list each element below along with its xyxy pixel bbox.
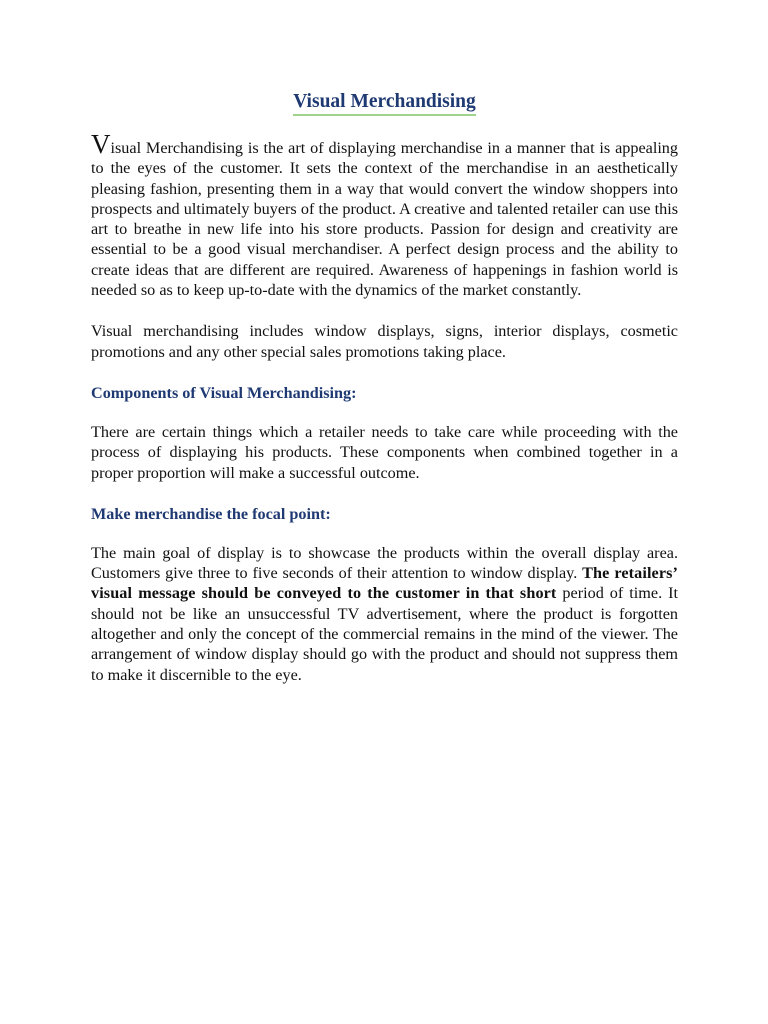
document-title-text: Visual Merchandising [293,90,476,116]
focal-point-text-after: period of time. It should not be like an unsuccessful TV advertisement, where the product is forgotten altogether and only the concept of the commercial remains in the mind of the viewer. The arrangement of window display should go with the product and should not suppress them to make it discernible to the eye. [91,584,679,684]
components-paragraph: There are certain things which a retailer needs to take care while proceeding with the process of displaying his products. These components when combined together in a proper proportion will make a successful outcome. [91,422,678,482]
focal-point-heading: Make merchandise the focal point: [91,504,331,523]
intro-paragraph-text: isual Merchandising is the art of displaying merchandise in a manner that is appealing to the eyes of the customer. It sets the context of the merchandise in an aesthetically pleasing fashion, presenting them in a way that would convert the window shoppers into prospects and ultimately buyers of the product. A creative and talented retailer can use this art to breathe in new life into his store products. Passion for design and creativity are essential to be a good visual merchandiser. A perfect design process and the ability to create ideas that are different are required. Awareness of happenings in fashion world is needed so as to keep up-to-date with the dynamics of the market constantly. [91,139,678,300]
document-title [91,88,678,116]
components-overview-paragraph: Visual merchandising includes window displays, signs, interior displays, cosmetic promotions and any other special sales promotions taking place. [91,322,678,361]
focal-point-text-before: The main goal of display is to showcase the products within the overall display area. Customers give three to five seconds of their attention to window display. [91,543,678,583]
document-page [91,88,678,685]
intro-paragraph [91,129,678,300]
intro-drop-cap: V [91,129,111,159]
focal-point-paragraph [91,543,678,685]
components-heading: Components of Visual Merchandising: [91,383,357,402]
focal-point-emphasis: The retailers’ visual message should be conveyed to the customer in that short [91,564,679,603]
